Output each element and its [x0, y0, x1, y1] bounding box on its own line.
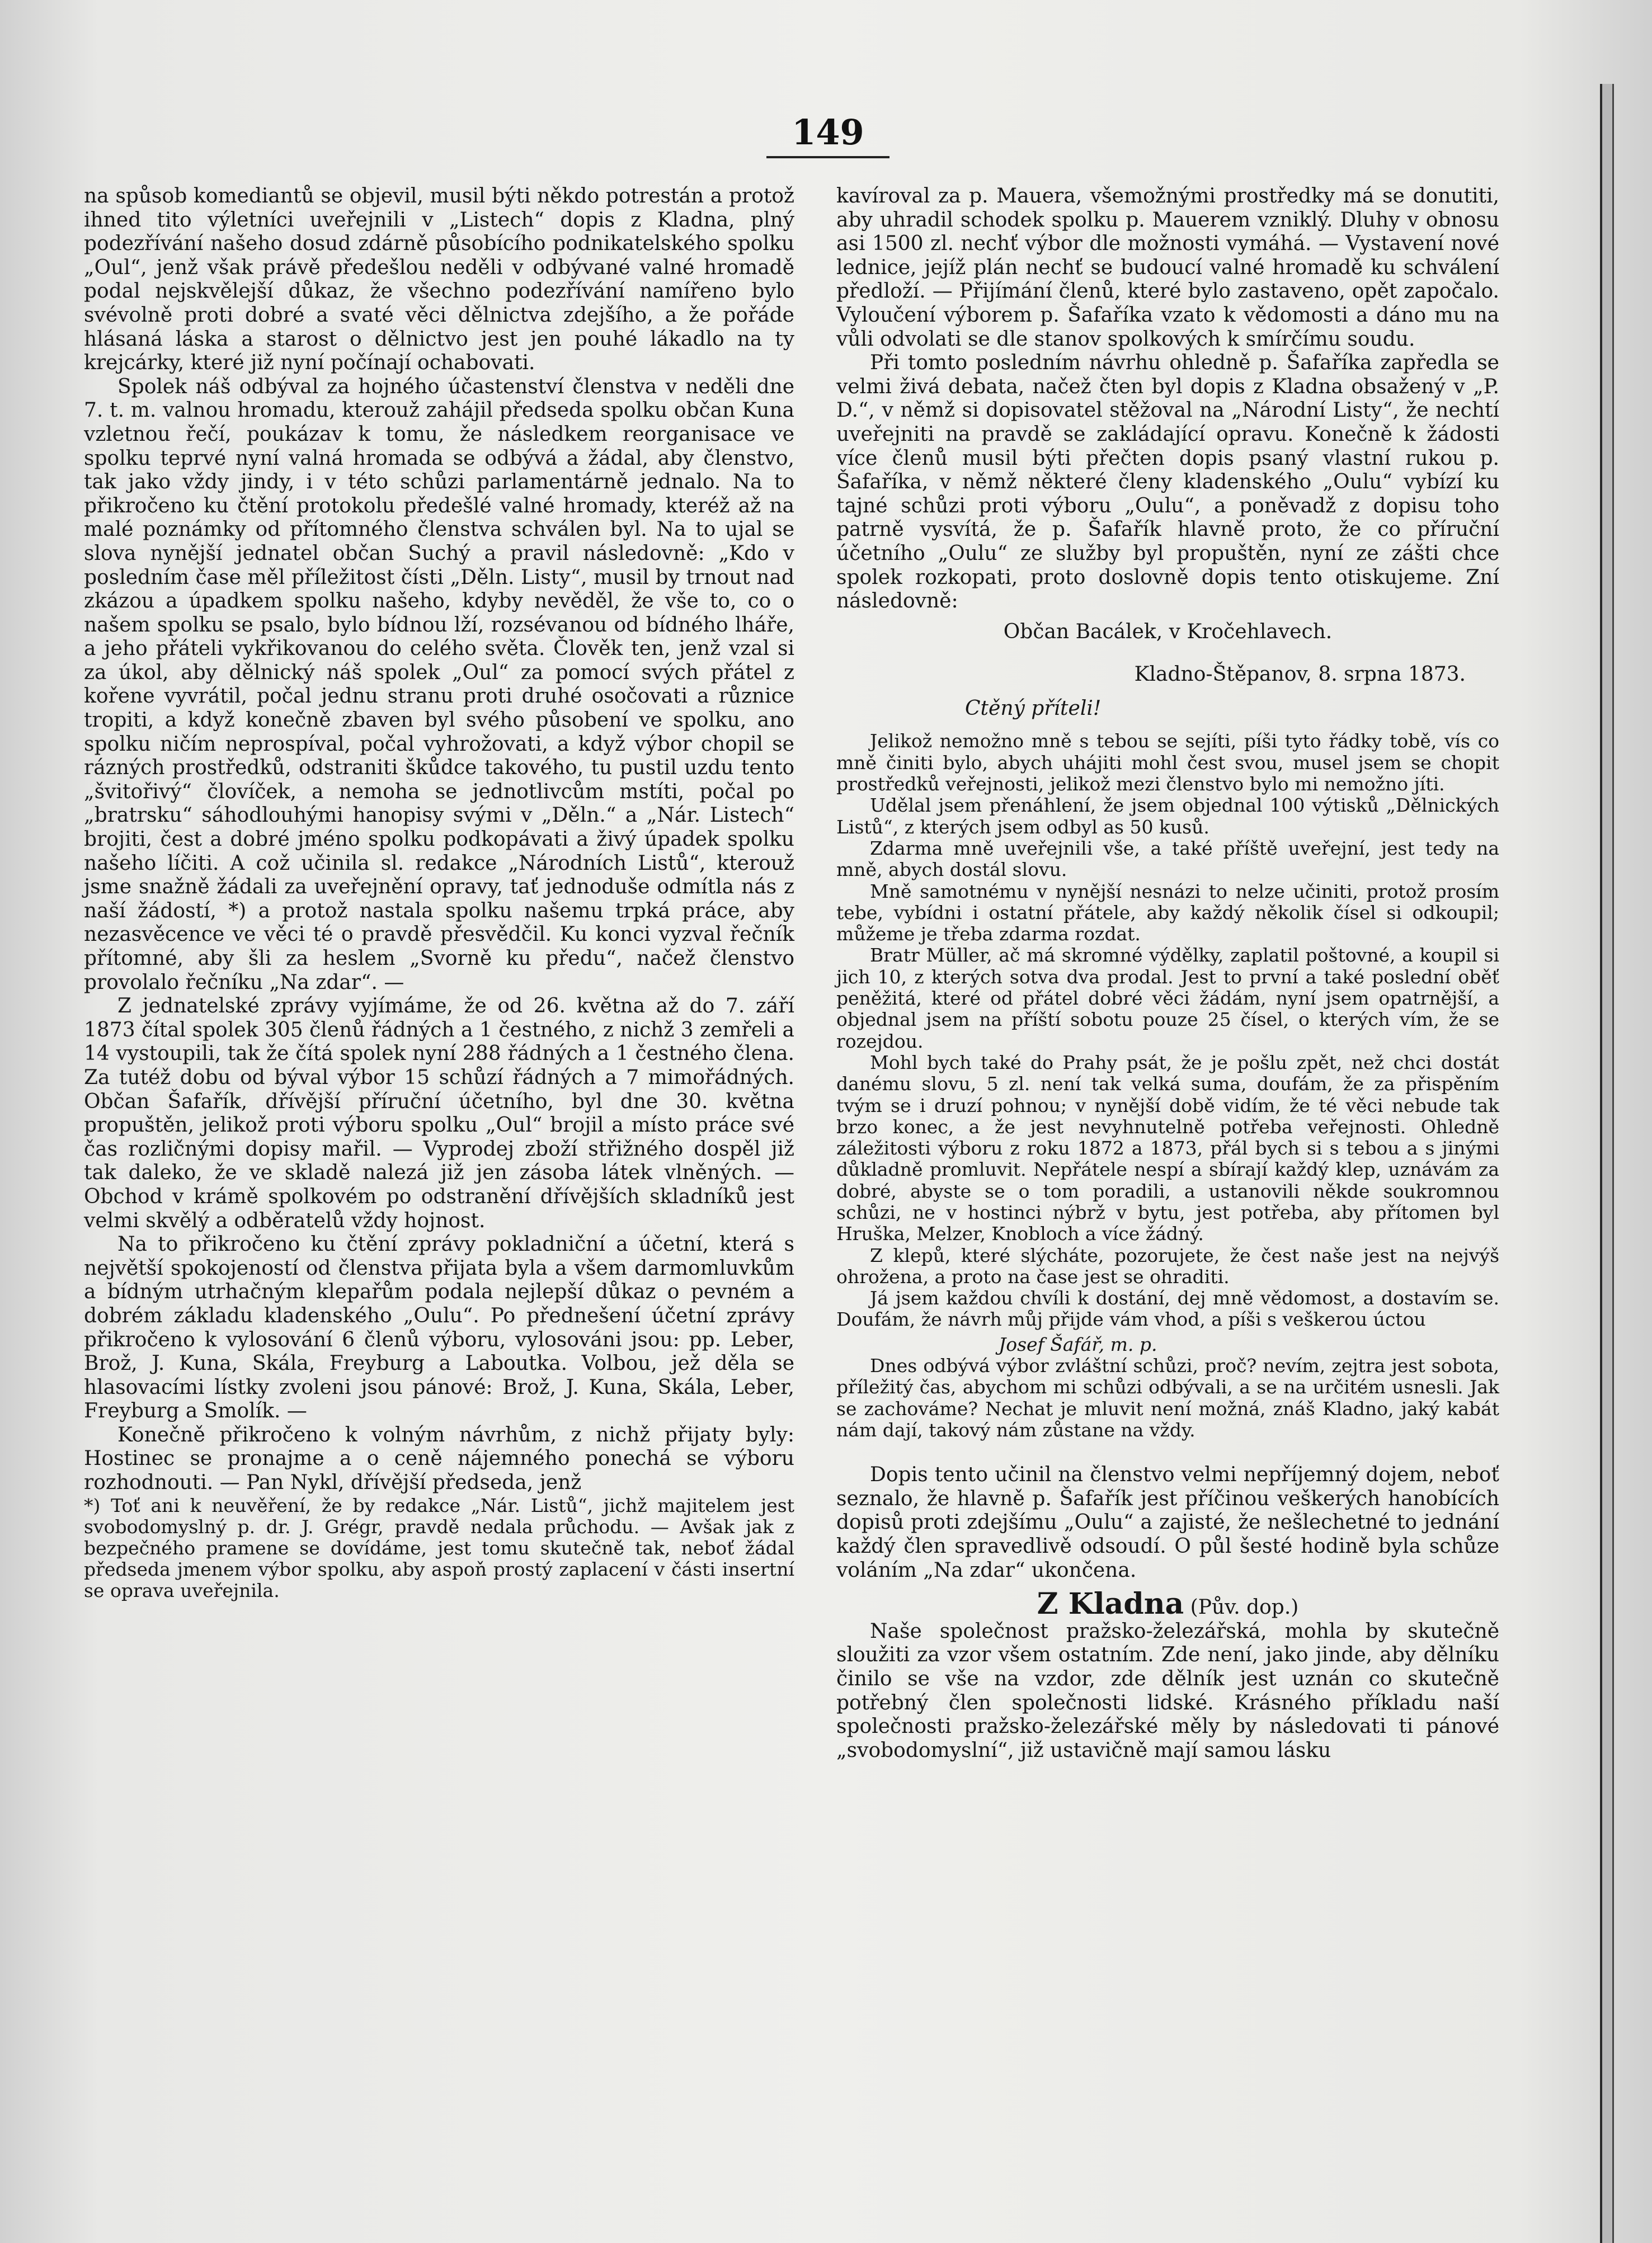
letter-paragraph: Já jsem každou chvíli k dostání, dej mně vědomost, a dostavím se. Doufám, že návrh můj přijde vám vhod, a píši s veškerou úctou — [836, 1287, 1499, 1331]
section-byline: (Pův. dop.) — [1190, 1596, 1299, 1619]
article-paragraph: Při tomto posledním návrhu ohledně p. Šafaříka zapředla se velmi živá debata, načež čten byl dopis z Kladna obsažený v „P. D.“, v němž si dopisovatel stěžoval na „Národní Listy“, že nechtí uveřejniti na pravdě se zakládající opravu. Konečně k žádosti více členů musil býti přečten dopis psaný vlastní rukou p. Šafaříka, v němž některé členy kladenského „Oulu“ vybízí ku tajné schůzi proti výboru „Oulu“, a poněvadž z dopisu toho patrně vysvítá, že p. Šafařík hlavně proto, že co příruční účetního „Oulu“ ze služby byl propuštěn, nyní ze zášti chce spolek rozkopati, proto doslovně dopis tento otiskujeme. Zní následovně: — [836, 351, 1499, 613]
left-column — [84, 185, 794, 1601]
article-paragraph: Dopis tento učinil na členstvo velmi nepříjemný dojem, neboť seznalo, že hlavně p. Šafařík jest příčinou veškerých hanobících dopisů proti zdejšímu „Oulu“ a zajisté, že nešlechetné to jednání každý člen spravedlivě odsoudí. O půl šesté hodině byla schůze voláním „Na zdar“ ukončena. — [836, 1463, 1499, 1582]
letter-addressee: Občan Bacálek, v Kročehlavech. — [1003, 620, 1333, 643]
letter-postscript: Dnes odbývá výbor zvláštní schůzi, proč? nevím, zejtra jest sobota, příležitý čas, abychom mi schůzi odbývali, a se na určitém usnesli. Jak se zachováme? Nechat je mluvit není možná, znáš Kladno, jaký kabát nám dají, takový nám zůstane na vždy. — [836, 1355, 1499, 1441]
article-paragraph: Z jednatelské zprávy vyjímáme, že od 26. května až do 7. září 1873 čítal spolek 305 členů řádných a 1 čestného, z nichž 3 zemřeli a 14 vystoupili, tak že čítá spolek nyní 288 řádných a 1 čestného člena. Za tutéž dobu od býval výbor 15 schůzí řádných a 7 mimořádných. Občan Šafařík, dřívější příruční účetního, byl dne 30. května propuštěn, jelikož proti výboru spolku „Oul“ brojil a místo práce své čas rozličnými dopisy mařil. — Vyprodej zboží střižného dospěl již tak daleko, že ve skladě nalezá již jen zásoba látek vlněných. — Obchod v krámě spolkovém po odstranění dřívějších skladníků jest velmi skvělý a odběratelů vždy hojnost. — [84, 995, 794, 1232]
section-heading-row — [836, 1587, 1499, 1622]
letter-place-date: Kladno-Štěpanov, 8. srpna 1873. — [1134, 663, 1466, 686]
letter-paragraph: Mně samotnému v nynější nesnázi to nelze učiniti, protož prosím tebe, vybídni i ostatní přátele, aby každý několik čísel si odkoupil; můžeme je třeba zdarma rozdat. — [836, 880, 1499, 945]
article-paragraph: Na to přikročeno ku čtění zprávy pokladniční a účetní, která s největší spokojeností od členstva přijata byla a všem darmomluvkům a bídným utrhačným klepařům podala nejlepší důkaz o pevném a dobrém základu kladenského „Oulu“. Po přednešení účetní zprávy přikročeno k vylosování 6 členů výboru, vylosováni jsou: pp. Leber, Brož, J. Kuna, Skála, Freyburg a Laboutka. Volbou, jež děla se hlasovacími lístky zvoleni jsou pánové: Brož, J. Kuna, Skála, Leber, Freyburg a Smolík. — — [84, 1233, 794, 1423]
section-heading: Z Kladna — [1037, 1587, 1184, 1622]
letter-paragraph: Bratr Müller, ač má skromné výdělky, zaplatil poštovné, a koupil si jich 10, z kterých sotva dva prodal. Jest to první a také poslední oběť peněžitá, které od přátel dobré věci žádám, nyní jsem opatrnější, a objednal jsem na příští sobotu pouze 25 čísel, o kterých vím, že se rozejdou. — [836, 944, 1499, 1052]
letter-paragraph: Z klepů, které slýcháte, pozorujete, že čest naše jest na nejvýš ohrožena, a proto na čase jest se ohraditi. — [836, 1244, 1499, 1288]
article-paragraph: na spůsob komediantů se objevil, musil býti někdo potrestán a protož ihned tito výletníci uveřejnili v „Listech“ dopis z Kladna, plný podezřívání našeho dosud zdárně působícího podnikatelského spolku „Oul“, jenž však právě předešlou neděli v odbývané valné hromadě podal nejskvělejší důkaz, že všechno podezřívání namířeno bylo svévolně proti dobré a svaté věci dělnictva zdejšího, a že pořáde hlásaná láska a starost o dělnictvo jest jen pouhé lákadlo na ty krejcárky, které již nyní počínají ochabovati. — [84, 185, 794, 375]
footnote: *) Toť ani k neuvěření, že by redakce „Nár. Listů“, jichž majitelem jest svobodomyslný p. dr. J. Grégr, pravdě nedala průchodu. — Avšak jak z bezpečného pramene se dovídáme, jest tomu skutečně tak, neboť žádal předseda jmenem výbor spolku, aby aspoň prostý zaplacení v části insertní se oprava uveřejnila. — [84, 1494, 794, 1601]
letter-signature: Josef Šafář, m. p. — [999, 1333, 1157, 1355]
article-paragraph: Naše společnost pražsko-železářská, mohla by skutečně sloužiti za vzor všem ostatním. Zde není, jako jinde, aby dělníku činilo se vše na vzdor, zde dělník jest uznán co skutečně potřebný člen společnosti lidské. Krásného příkladu naší společnosti pražsko-železářské měly by následovati ti pánové „svobodomyslní“, již ustavičně mají samou lásku — [836, 1619, 1499, 1762]
letter-paragraph: Mohl bych také do Prahy psát, že je pošlu zpět, než chci dostát danému slovu, 5 zl. není tak velká suma, doufám, že za přispěním tvým se i druzí pohnou; v nynější době vidím, že té věci nebude tak brzo konec, a že jest nevyhnutelně potřeba veřejnosti. Ohledně záležitosti výboru z roku 1872 a 1873, přál bych si s tebou a s jinými důkladně promluvit. Nepřátele nespí a sbírají každý klep, uznávám za dobré, abyste se o tom poradili, a ustanovili někde soukromnou schůzi, ne v hostinci nýbrž v bytu, jest potřeba, aby přítomen byl Hruška, Melzer, Knobloch a více žádný. — [836, 1051, 1499, 1245]
page-number: 149 — [766, 112, 889, 158]
letter-paragraph: Udělal jsem přenáhlení, že jsem objednal 100 výtisků „Dělnických Listů“, z kterých jsem odbyl as 50 kusů. — [836, 794, 1499, 838]
article-paragraph: kavíroval za p. Mauera, všemožnými prostředky má se donutiti, aby uhradil schodek spolku p. Mauerem vzniklý. Dluhy v obnosu asi 1500 zl. nechť výbor dle možnosti vymáhá. — Vystavení nové lednice, jejíž plán nechť se budoucí valné hromadě ku schválení předloží. — Přijímání členů, které bylo zastaveno, opět započalo. Vyloučení výborem p. Šafaříka vzato k vědomosti a dáno mu na vůli odvolati se dle stanov spolkových k smírčímu soudu. — [836, 185, 1499, 351]
article-paragraph: Konečně přikročeno k volným návrhům, z nichž přijaty byly: Hostinec se pronajme a o ceně nájemného ponechá se výboru rozhodnouti. — Pan Nykl, dřívější předseda, jenž — [84, 1423, 794, 1495]
article-paragraph: Spolek náš odbýval za hojného účastenství členstva v neděli dne 7. t. m. valnou hromadu, kterouž zahájil předseda spolku občan Kuna vzletnou řečí, poukázav k tomu, že následkem reorganisace ve spolku teprvé nyní valná hromada se odbývá a žádal, aby členstvo, tak jako vždy jindy, i v této schůzi parlamentárně jednalo. Na to přikročeno ku čtění protokolu předešlé valné hromady, kteréž až na malé poznámky od přítomného členstva schválen byl. Na to ujal se slova nynější jednatel občan Suchý a pravil následovně: „Kdo v posledním čase měl příležitost čísti „Děln. Listy“, musil by trnout nad zkázou a úpadkem spolku našeho, kdyby nevěděl, že vše to, co o našem spolku se psalo, bylo bídnou lží, rozsévanou od bídného lháře, a jeho přáteli vykřikovanou do celého světa. Člověk ten, jenž vzal si za úkol, aby dělnický náš spolek „Oul“ za pomocí svých přátel z kořene vyvrátil, počal jednu stranu proti druhé osočovati a různice tropiti, a když konečně zbaven byl svého působení ve spolku, ano spolku ničím neprospíval, počal vyhrožovati, a když výbor chopil se rázných prostředků, odstraniti škůdce takového, tu pustil uzdu tento „švitořivý“ človíček, a nemoha se jednotlivcům mstíti, počal po „bratrsku“ sáhodlouhými hanopisy svými v „Děln.“ a „Nár. Listech“ brojiti, čest a dobré jméno spolku podkopávati a živý úpadek spolku našeho líčiti. A což učinila sl. redakce „Národních Listů“, kterouž jsme snažně žádali za uveřejnění opravy, tať jednoduše odmítla nás z naší žádostí, *) a protož nastala spolku našemu trpká práce, aby nezasvěcence ve věci té o pravdě přesvědčil. Ku konci vyzval řečník přítomné, aby šli za heslem „Svorně ku předu“, načež členstvo provolalo řečníku „Na zdar“. — — [84, 375, 794, 994]
letter-paragraph: Jelikož nemožno mně s tebou se sejíti, píši tyto řádky tobě, vís co mně činiti bylo, abych uhájiti mohl čest svou, musel jsem se chopit prostředků veřejnosti, jelikož mezi členstvo bylo mi nemožno jíti. — [836, 730, 1499, 795]
right-column — [836, 185, 1499, 1763]
letter-paragraph: Zdarma mně uveřejnili vše, a také příště uveřejní, jest tedy na mně, abych dostál slovu. — [836, 837, 1499, 881]
page-edge-frame — [1600, 84, 1614, 2243]
letter-body — [836, 731, 1499, 1441]
letter-salutation: Ctěný příteli! — [965, 696, 1102, 720]
